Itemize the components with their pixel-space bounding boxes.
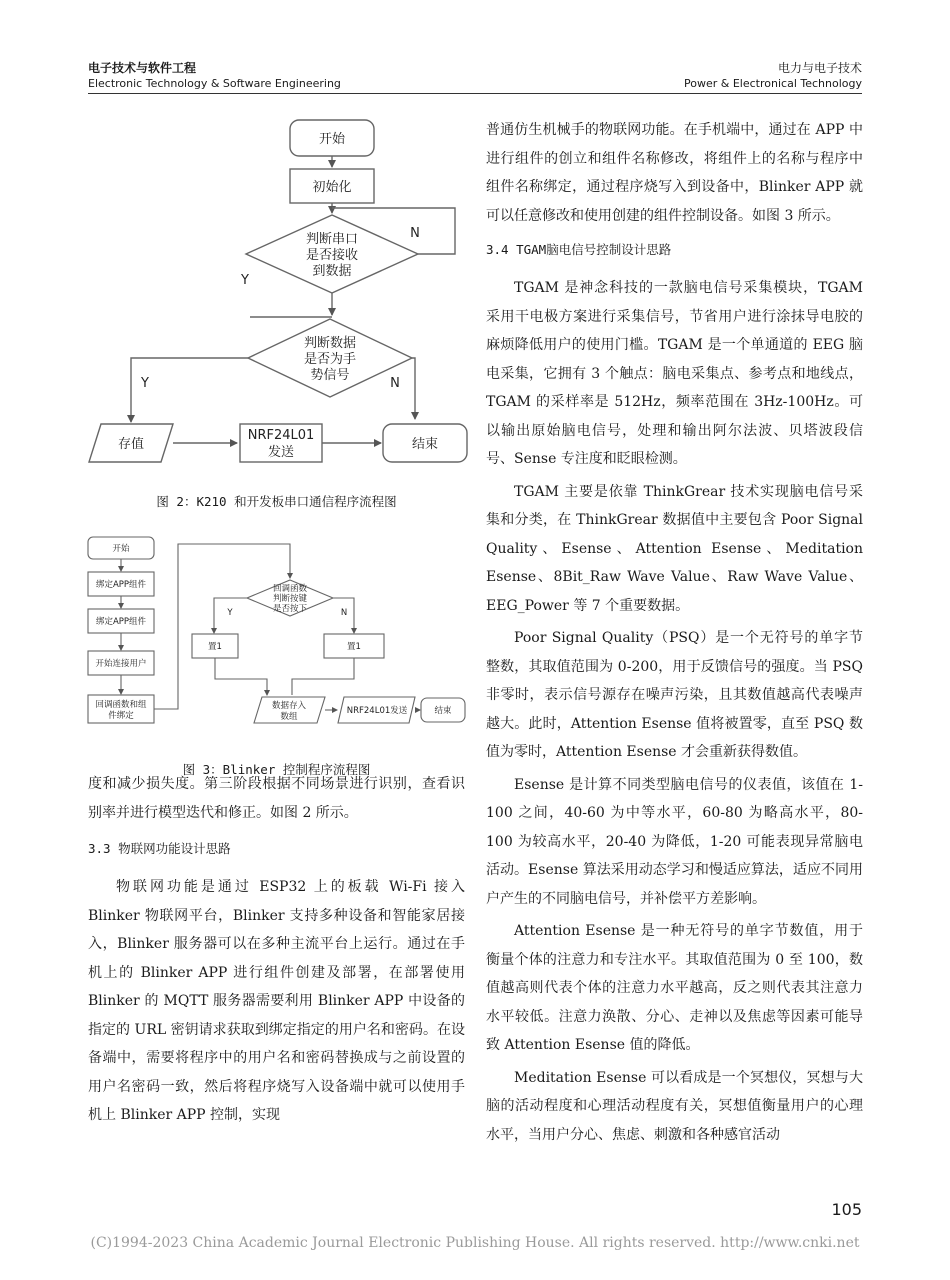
fig3-nrf-label: NRF24L01发送 — [346, 706, 408, 716]
journal-header — [88, 60, 341, 91]
right-paragraph-5: Esense 是计算不同类型脑电信号的仪表值，该值在 1-100 之间，40-60 为中等水平，60-80 为略高水平，80-100 为较高水平，20-40 为降低，1-20 可能表现异常脑电活动。Esense 算法采用动态学习和慢适应算法，适应不同用户产生的不同脑电信号，并补偿平方差影响。 — [486, 776, 863, 907]
page-number: 105 — [831, 1200, 862, 1219]
right-paragraph-1: 普通仿生机械手的物联网功能。在手机端中，通过在 APP 中进行组件的创立和组件名称修改，将组件上的名称与程序中组件名称绑定，通过程序烧写入到设备中，Blinker APP 就可以任意修改和使用创建的组件控制设备。如图 3 所示。 — [486, 122, 863, 224]
fig2-init-label: 初始化 — [312, 180, 352, 195]
figure-2-caption: 图 2：K210 和开发板串口通信程序流程图 — [156, 494, 397, 509]
figure-2-flowchart — [85, 112, 470, 477]
figure-3-caption: 图 3：Blinker 控制程序流程图 — [182, 762, 371, 777]
section-title-cn: 电力与电子技术 — [777, 61, 862, 75]
section-title-en: Power & Electronical Technology — [684, 77, 862, 90]
fig3-store-line2: 数组 — [280, 712, 298, 722]
section-heading-3-4: 3.4 TGAM脑电信号控制设计思路 — [486, 242, 672, 257]
copyright-footer: (C)1994-2023 China Academic Journal Electronic Publishing House. All rights reserved. http://www.cnki.net — [90, 1235, 860, 1251]
fig3-end-label: 结束 — [434, 706, 452, 716]
fig3-dec-line1: 回调函数 — [272, 584, 308, 594]
header-divider — [88, 93, 862, 94]
fig2-n-label-1: N — [410, 226, 420, 241]
fig3-set1-right-label: 置1 — [347, 642, 361, 652]
left-column — [88, 770, 465, 1130]
fig2-dec2-line1: 判断数据 — [303, 336, 357, 351]
journal-title-en: Electronic Technology & Software Engineering — [88, 77, 341, 90]
fig2-store-label: 存值 — [117, 437, 145, 452]
fig2-y-label-2: Y — [141, 376, 149, 391]
right-paragraph-6: Attention Esense 是一种无符号的单字节数值，用于衡量个体的注意力和专注水平。其取值范围为 0 至 100，数值越高则代表个体的注意力水平越高，反之则代表其注意力水平较低。注意力涣散、分心、走神以及焦虑等因素可能导致 Attention Esense 值的降低。 — [486, 923, 863, 1053]
right-paragraph-4: Poor Signal Quality（PSQ）是一个无符号的单字节整数，其取值范围为 0-200，用于反馈信号的强度。当 PSQ 非零时，表示信号源存在噪声污染，且其数值越高代表噪声越大。此时，Attention Esense 值将被置零，直至 PSQ 数值为零时，Attention Esense 才会重新获得数值。 — [486, 630, 863, 760]
fig2-dec2-line2: 是否为手 — [303, 352, 357, 367]
right-paragraph-2: TGAM 是神念科技的一款脑电信号采集模块，TGAM 采用干电极方案进行采集信号，节省用户进行涂抹导电胶的麻烦降低用户的使用门槛。TGAM 是一个单通道的 EEG 脑电采集，它拥有 3 个触点：脑电采集点、参考点和地线点，TGAM 的采样率是 512Hz，频率范围在 3Hz-100Hz。可以输出原始脑电信号，处理和输出阿尔法波、贝塔波段信号、Sense 专注度和眨眼检测。 — [486, 280, 863, 467]
fig3-start-label: 开始 — [112, 544, 130, 554]
fig2-start-label: 开始 — [318, 132, 346, 147]
fig2-dec1-line2: 是否接收 — [305, 248, 359, 263]
right-paragraph-7: Meditation Esense 可以看成是一个冥想仪，冥想与大脑的活动程度和心理活动程度有关，冥想值衡量用户的心理水平，当用户分心、焦虑、刺激和各种感官活动 — [486, 1069, 863, 1143]
fig3-bind1-label: 绑定APP组件 — [95, 580, 147, 590]
left-paragraph-1: 度和减少损失度。第三阶段根据不同场景进行识别，查看识别率并进行模型迭代和修正。如图 2 所示。 — [88, 776, 465, 821]
right-column — [486, 116, 863, 1149]
fig2-dec2-line3: 势信号 — [310, 368, 350, 383]
section-header — [684, 60, 862, 91]
fig3-dec-line3: 是否按下 — [272, 604, 308, 614]
fig3-bind2-label: 绑定APP组件 — [95, 617, 147, 627]
left-paragraph-2: 物联网功能是通过 ESP32 上的板载 Wi-Fi 接入 Blinker 物联网平台，Blinker 支持多种设备和智能家居接入，Blinker 服务器可以在多种主流平台上运行。通过在手机上的 Blinker APP 进行组件创建及部署，在部署使用 Blinker 的 MQTT 服务器需要利用 Blinker APP 中设备的指定的 URL 密钥请求获取到绑定指定的用户名和密码。在设备端中，需要将程序中的用户名和密码替换成与之前设置的用户名密码一致，然后将程序烧写入设备端中就可以使用手机上 Blinker APP 控制，实现 — [88, 879, 465, 1123]
section-heading-3-3: 3.3 物联网功能设计思路 — [88, 841, 231, 856]
figure-3-flowchart — [82, 532, 467, 742]
fig3-n-label: N — [340, 608, 348, 618]
fig3-callback-line1: 回调函数和组 — [95, 700, 147, 710]
fig2-n-label-2: N — [390, 376, 400, 391]
journal-title-cn: 电子技术与软件工程 — [88, 61, 197, 75]
fig2-nrf-line1: NRF24L01 — [247, 428, 315, 443]
fig3-y-label: Y — [227, 608, 233, 618]
fig3-set1-left-label: 置1 — [208, 642, 222, 652]
fig3-dec-line2: 判断按键 — [272, 594, 308, 604]
fig2-dec1-line3: 到数据 — [312, 264, 352, 279]
fig2-dec1-line1: 判断串口 — [305, 232, 359, 247]
fig3-store-line1: 数据存入 — [271, 701, 307, 711]
fig3-callback-line2: 件绑定 — [108, 711, 134, 721]
right-paragraph-3: TGAM 主要是依靠 ThinkGrear 技术实现脑电信号采集和分类，在 ThinkGrear 数据值中主要包含 Poor Signal Quality、Esense、Attention Esense、Meditation Esense、8Bit_Raw Wave Value、Raw Wave Value、EEG_Power 等 7 个重要数据。 — [486, 483, 863, 614]
fig2-y-label-1: Y — [241, 273, 249, 288]
fig3-connect-label: 开始连接用户 — [95, 659, 147, 669]
fig2-end-label: 结束 — [411, 437, 439, 452]
fig2-nrf-line2: 发送 — [267, 445, 295, 460]
